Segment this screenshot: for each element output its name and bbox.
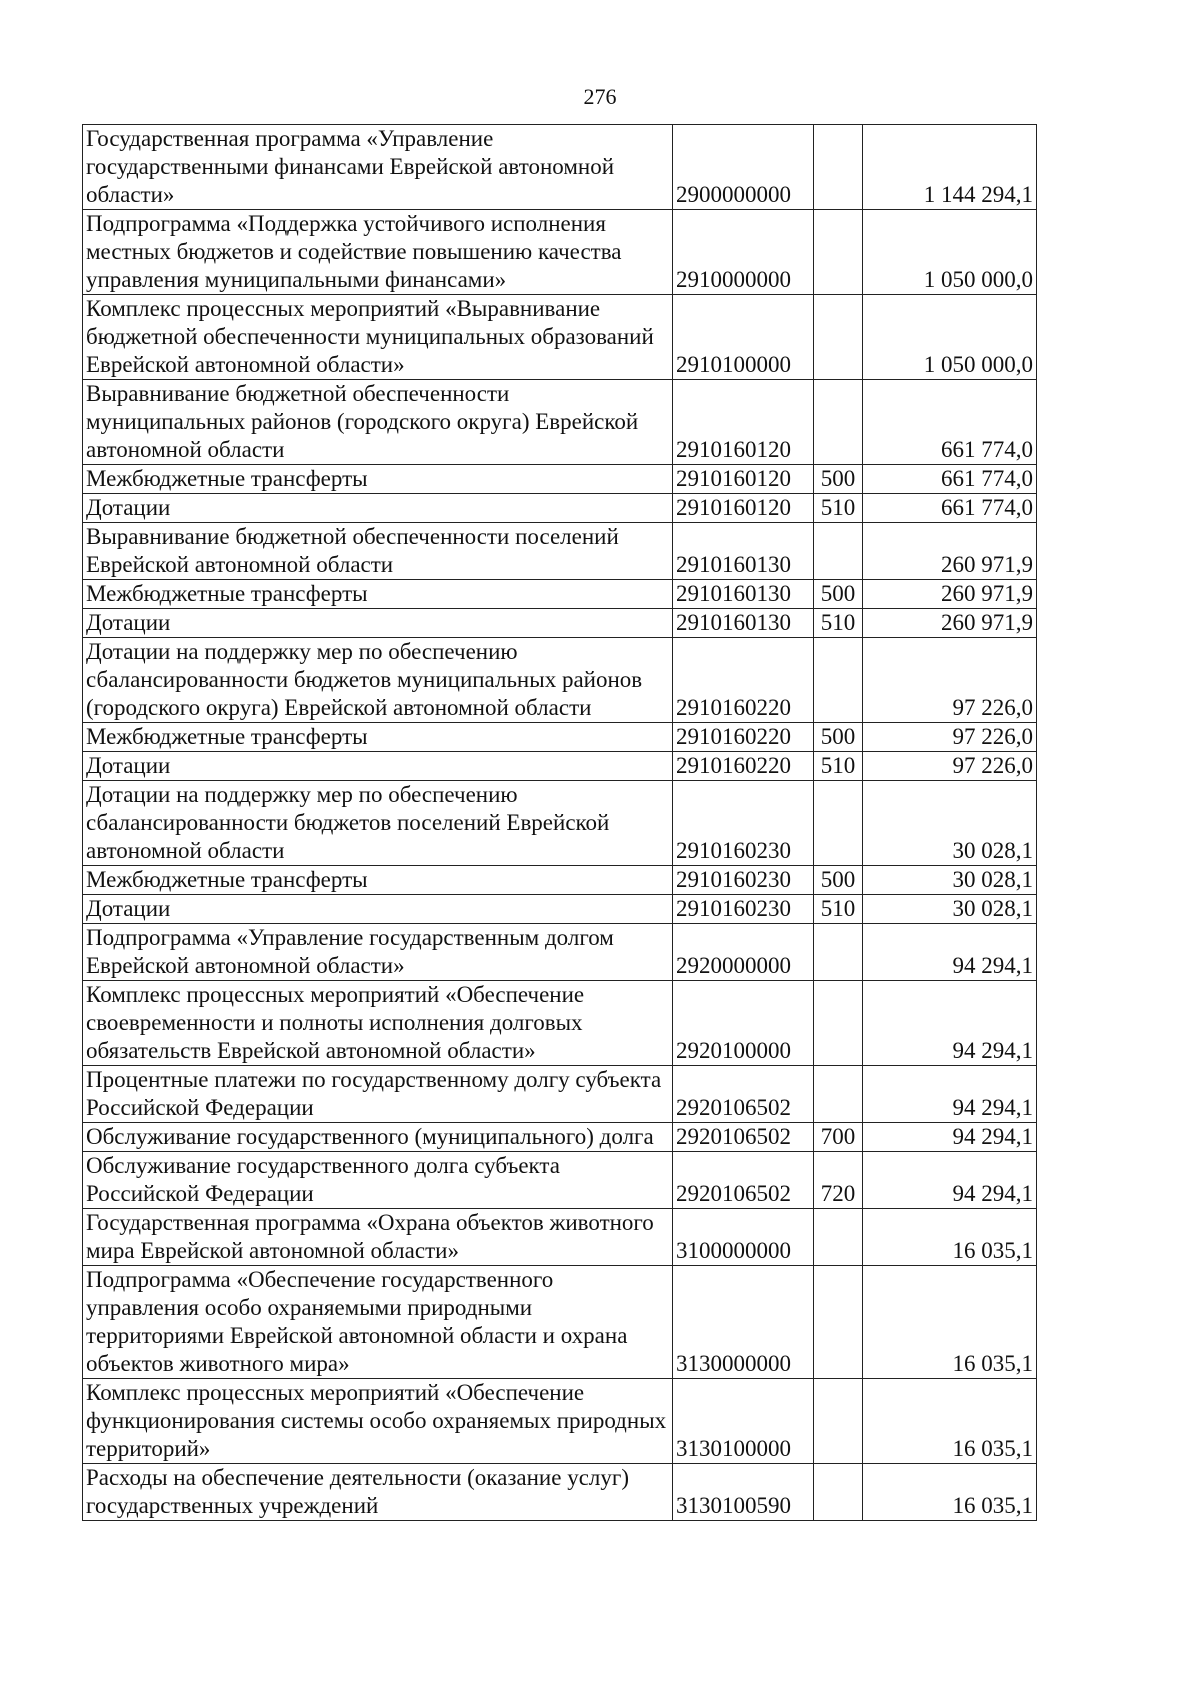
table-row bbox=[83, 638, 1037, 723]
row-code-cell: 2910160120 bbox=[673, 494, 814, 523]
row-expense-type-cell: 510 bbox=[814, 895, 863, 924]
row-expense-type-cell bbox=[814, 1209, 863, 1266]
row-code-cell: 2910160120 bbox=[673, 380, 814, 465]
row-code-cell: 2920000000 bbox=[673, 924, 814, 981]
table-row bbox=[83, 465, 1037, 494]
row-name-cell: Дотации на поддержку мер по обеспечению сбалансированности бюджетов поселений Еврейской автономной области bbox=[83, 781, 673, 866]
row-name-cell: Обслуживание государственного (муниципального) долга bbox=[83, 1123, 673, 1152]
row-name-cell: Процентные платежи по государственному долгу субъекта Российской Федерации bbox=[83, 1066, 673, 1123]
row-expense-type-cell bbox=[814, 380, 863, 465]
row-code-cell: 2900000000 bbox=[673, 125, 814, 210]
row-expense-type-cell bbox=[814, 210, 863, 295]
row-expense-type-cell bbox=[814, 1464, 863, 1521]
row-name-cell: Обслуживание государственного долга субъекта Российской Федерации bbox=[83, 1152, 673, 1209]
row-code-cell: 3130100000 bbox=[673, 1379, 814, 1464]
row-expense-type-cell bbox=[814, 781, 863, 866]
row-code-cell: 2910160230 bbox=[673, 866, 814, 895]
row-code-cell: 3100000000 bbox=[673, 1209, 814, 1266]
row-code-cell: 2910000000 bbox=[673, 210, 814, 295]
row-amount-cell: 260 971,9 bbox=[863, 523, 1037, 580]
row-amount-cell: 661 774,0 bbox=[863, 494, 1037, 523]
row-amount-cell: 1 144 294,1 bbox=[863, 125, 1037, 210]
row-code-cell: 2910160230 bbox=[673, 895, 814, 924]
row-name-cell: Подпрограмма «Обеспечение государственного управления особо охраняемыми природными территориями Еврейской автономной области и охрана объектов животного мира» bbox=[83, 1266, 673, 1379]
row-name-cell: Подпрограмма «Управление государственным долгом Еврейской автономной области» bbox=[83, 924, 673, 981]
row-amount-cell: 30 028,1 bbox=[863, 866, 1037, 895]
row-amount-cell: 16 035,1 bbox=[863, 1464, 1037, 1521]
row-code-cell: 2920106502 bbox=[673, 1066, 814, 1123]
row-expense-type-cell: 500 bbox=[814, 580, 863, 609]
table-row bbox=[83, 895, 1037, 924]
row-expense-type-cell bbox=[814, 1266, 863, 1379]
table-row bbox=[83, 1266, 1037, 1379]
row-name-cell: Выравнивание бюджетной обеспеченности поселений Еврейской автономной области bbox=[83, 523, 673, 580]
row-amount-cell: 260 971,9 bbox=[863, 580, 1037, 609]
row-name-cell: Дотации bbox=[83, 752, 673, 781]
table-row bbox=[83, 723, 1037, 752]
row-code-cell: 2910160220 bbox=[673, 638, 814, 723]
row-expense-type-cell: 510 bbox=[814, 609, 863, 638]
row-amount-cell: 94 294,1 bbox=[863, 1066, 1037, 1123]
row-name-cell: Межбюджетные трансферты bbox=[83, 723, 673, 752]
row-expense-type-cell bbox=[814, 638, 863, 723]
row-amount-cell: 1 050 000,0 bbox=[863, 295, 1037, 380]
table-row bbox=[83, 125, 1037, 210]
row-amount-cell: 16 035,1 bbox=[863, 1266, 1037, 1379]
row-name-cell: Межбюджетные трансферты bbox=[83, 580, 673, 609]
row-expense-type-cell bbox=[814, 1066, 863, 1123]
table-row bbox=[83, 981, 1037, 1066]
row-code-cell: 2910160230 bbox=[673, 781, 814, 866]
row-code-cell: 2910160130 bbox=[673, 580, 814, 609]
budget-table-body bbox=[83, 125, 1037, 1521]
table-row bbox=[83, 781, 1037, 866]
table-row bbox=[83, 523, 1037, 580]
row-code-cell: 2910160130 bbox=[673, 609, 814, 638]
row-code-cell: 2910160220 bbox=[673, 723, 814, 752]
table-row bbox=[83, 1123, 1037, 1152]
row-expense-type-cell bbox=[814, 523, 863, 580]
row-expense-type-cell: 500 bbox=[814, 465, 863, 494]
row-amount-cell: 94 294,1 bbox=[863, 924, 1037, 981]
table-row bbox=[83, 295, 1037, 380]
row-expense-type-cell bbox=[814, 981, 863, 1066]
row-amount-cell: 16 035,1 bbox=[863, 1379, 1037, 1464]
row-code-cell: 2920106502 bbox=[673, 1152, 814, 1209]
table-row bbox=[83, 210, 1037, 295]
row-amount-cell: 661 774,0 bbox=[863, 465, 1037, 494]
row-amount-cell: 16 035,1 bbox=[863, 1209, 1037, 1266]
row-name-cell: Межбюджетные трансферты bbox=[83, 465, 673, 494]
table-row bbox=[83, 924, 1037, 981]
row-expense-type-cell: 510 bbox=[814, 752, 863, 781]
table-row bbox=[83, 1066, 1037, 1123]
table-row bbox=[83, 494, 1037, 523]
row-amount-cell: 94 294,1 bbox=[863, 1152, 1037, 1209]
row-code-cell: 3130000000 bbox=[673, 1266, 814, 1379]
row-name-cell: Расходы на обеспечение деятельности (оказание услуг) государственных учреждений bbox=[83, 1464, 673, 1521]
row-expense-type-cell: 500 bbox=[814, 723, 863, 752]
row-amount-cell: 30 028,1 bbox=[863, 895, 1037, 924]
row-amount-cell: 97 226,0 bbox=[863, 752, 1037, 781]
table-row bbox=[83, 609, 1037, 638]
row-amount-cell: 97 226,0 bbox=[863, 638, 1037, 723]
row-expense-type-cell: 510 bbox=[814, 494, 863, 523]
row-amount-cell: 260 971,9 bbox=[863, 609, 1037, 638]
table-row bbox=[83, 580, 1037, 609]
table-row bbox=[83, 1152, 1037, 1209]
table-row bbox=[83, 752, 1037, 781]
row-name-cell: Дотации bbox=[83, 895, 673, 924]
row-name-cell: Подпрограмма «Поддержка устойчивого исполнения местных бюджетов и содействие повышению качества управления муниципальными финансами» bbox=[83, 210, 673, 295]
table-row bbox=[83, 1464, 1037, 1521]
row-name-cell: Дотации на поддержку мер по обеспечению сбалансированности бюджетов муниципальных районов (городского округа) Еврейской автономной области bbox=[83, 638, 673, 723]
row-amount-cell: 94 294,1 bbox=[863, 1123, 1037, 1152]
row-code-cell: 2910160220 bbox=[673, 752, 814, 781]
row-amount-cell: 97 226,0 bbox=[863, 723, 1037, 752]
row-amount-cell: 1 050 000,0 bbox=[863, 210, 1037, 295]
row-code-cell: 2910100000 bbox=[673, 295, 814, 380]
row-code-cell: 2910160120 bbox=[673, 465, 814, 494]
table-row bbox=[83, 866, 1037, 895]
row-name-cell: Государственная программа «Управление государственными финансами Еврейской автономной области» bbox=[83, 125, 673, 210]
table-row bbox=[83, 1209, 1037, 1266]
row-expense-type-cell bbox=[814, 1379, 863, 1464]
table-row bbox=[83, 380, 1037, 465]
row-code-cell: 2920106502 bbox=[673, 1123, 814, 1152]
row-name-cell: Государственная программа «Охрана объектов животного мира Еврейской автономной области» bbox=[83, 1209, 673, 1266]
row-amount-cell: 30 028,1 bbox=[863, 781, 1037, 866]
row-expense-type-cell: 500 bbox=[814, 866, 863, 895]
row-name-cell: Комплекс процессных мероприятий «Обеспечение своевременности и полноты исполнения долговых обязательств Еврейской автономной области» bbox=[83, 981, 673, 1066]
row-expense-type-cell bbox=[814, 924, 863, 981]
row-code-cell: 2920100000 bbox=[673, 981, 814, 1066]
row-name-cell: Выравнивание бюджетной обеспеченности муниципальных районов (городского округа) Еврейской автономной области bbox=[83, 380, 673, 465]
row-name-cell: Дотации bbox=[83, 494, 673, 523]
row-name-cell: Комплекс процессных мероприятий «Обеспечение функционирования системы особо охраняемых природных территорий» bbox=[83, 1379, 673, 1464]
row-code-cell: 3130100590 bbox=[673, 1464, 814, 1521]
table-row bbox=[83, 1379, 1037, 1464]
row-name-cell: Комплекс процессных мероприятий «Выравнивание бюджетной обеспеченности муниципальных образований Еврейской автономной области» bbox=[83, 295, 673, 380]
budget-table bbox=[82, 124, 1037, 1521]
row-name-cell: Межбюджетные трансферты bbox=[83, 866, 673, 895]
row-expense-type-cell bbox=[814, 295, 863, 380]
row-expense-type-cell: 720 bbox=[814, 1152, 863, 1209]
row-amount-cell: 661 774,0 bbox=[863, 380, 1037, 465]
row-amount-cell: 94 294,1 bbox=[863, 981, 1037, 1066]
row-expense-type-cell: 700 bbox=[814, 1123, 863, 1152]
page-number: 276 bbox=[583, 84, 617, 109]
row-name-cell: Дотации bbox=[83, 609, 673, 638]
row-code-cell: 2910160130 bbox=[673, 523, 814, 580]
row-expense-type-cell bbox=[814, 125, 863, 210]
